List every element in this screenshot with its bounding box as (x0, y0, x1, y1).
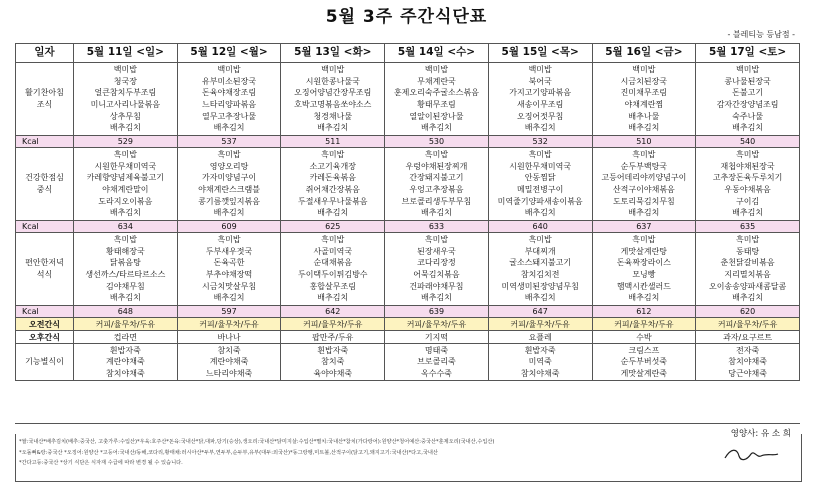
menu-item: 오이송송양파새콤달콤 (708, 281, 787, 291)
kcal-value: 511 (281, 136, 385, 148)
special-diet-item: 미역죽 (528, 357, 552, 367)
menu-item: 배추김치 (732, 123, 764, 133)
special-diet-item: 참치야채죽 (728, 357, 767, 367)
menu-item: 배추김치 (524, 123, 556, 133)
menu-item: 춘천닭갈비볶음 (720, 258, 775, 268)
menu-item: 사골미역국 (313, 246, 353, 256)
origin-note: *오돌뼈&랑:중국산 *오징어:원양산 *고등어:국내산/동해,코다리,황태채:러시아산*두부,연두부,순두부,유부(대두:외국산)*동그랑땡,미트볼,산적구이(닭고기,돼지고기:국내산)*다고,국내산 (19, 449, 438, 456)
menu-item: 햄맥시칸샐러드 (616, 281, 671, 291)
day-header: 5월 13일 <화> (281, 44, 385, 63)
menu-item: 홍합살무조림 (309, 281, 356, 291)
menu-item: 흑미밥 (632, 150, 656, 160)
menu-item: 닭볶음탕 (109, 258, 141, 268)
menu-item: 부추야채장떡 (205, 270, 253, 279)
kcal-value: 633 (385, 221, 489, 233)
day-header: 5월 14일 <수> (385, 44, 489, 63)
special-diet-item: 느타리야채죽 (205, 368, 253, 378)
meal-label-line: 중식 (36, 185, 53, 194)
menu-item: 백미밥 (528, 65, 552, 75)
special-diet-cell (177, 344, 281, 381)
meal-label-line: 건강한점심 (25, 173, 64, 183)
kcal-value: 642 (281, 306, 385, 318)
menu-item: 안동찜닭 (524, 173, 556, 183)
menu-item: 배추김치 (524, 293, 556, 303)
menu-item: 두부새우젓국 (205, 246, 253, 256)
menu-item: 감자간장양념조림 (716, 100, 779, 109)
menu-item: 야채계란찜 (624, 100, 664, 109)
menu-item: 흑미밥 (424, 235, 449, 245)
kcal-value: 510 (592, 136, 696, 148)
snack-item: 커피/율무차/두유 (696, 318, 800, 331)
meal-cell (74, 148, 178, 221)
menu-item: 재첩야채된장국 (720, 161, 775, 171)
footer-divider (15, 423, 800, 424)
menu-item: 황태무조림 (417, 100, 456, 109)
location-label: - 블레티능 등남점 - (727, 30, 795, 39)
snack-label: 오전간식 (16, 318, 74, 331)
menu-item: 청경채나물 (313, 111, 353, 121)
special-diet-item: 참치야채죽 (106, 368, 145, 378)
menu-item: 모닝빵 (632, 270, 656, 279)
menu-item: 흑미밥 (736, 235, 760, 245)
meal-cell (177, 148, 281, 221)
special-diet-item: 참치죽 (321, 357, 345, 367)
menu-item: 오징어젓무침 (516, 111, 564, 121)
snack-item: 커피/율무차/두유 (74, 318, 178, 331)
menu-item: 백미밥 (321, 65, 345, 75)
meal-cell (488, 63, 592, 136)
meal-cell (385, 233, 489, 306)
special-diet-item: 브로콜리죽 (417, 357, 456, 367)
menu-item: 배추김치 (109, 293, 141, 303)
menu-item: 김야채무침 (106, 281, 145, 291)
menu-item: 산적구이야채볶음 (612, 185, 675, 194)
kcal-row (16, 221, 800, 233)
menu-item: 배추김치 (317, 123, 349, 133)
menu-item: 미역생미된장양념무침 (501, 281, 579, 291)
special-diet-item: 계란야채죽 (106, 357, 145, 367)
meal-cell (281, 233, 385, 306)
menu-item: 흑미밥 (217, 235, 241, 245)
menu-item: 진미채무조림 (620, 88, 668, 98)
special-diet-row (16, 344, 800, 381)
menu-item: 쥐어채간장볶음 (305, 185, 360, 194)
meal-cell (74, 63, 178, 136)
menu-item: 열무고추장나물 (202, 111, 257, 121)
meal-cell (177, 233, 281, 306)
menu-item: 메밀전병구이 (516, 185, 564, 194)
menu-item: 우렁야채된장찌개 (405, 161, 468, 171)
kcal-row (16, 306, 800, 318)
menu-item: 두절새우무나물볶음 (297, 196, 368, 206)
menu-item: 백미밥 (424, 65, 449, 75)
kcal-value: 532 (488, 136, 592, 148)
special-diet-item: 참치죽 (217, 345, 241, 355)
weekly-menu-table (15, 43, 800, 381)
menu-item: 배추김치 (421, 293, 452, 303)
menu-item: 시원한무채미역국 (509, 161, 572, 171)
meal-cell (385, 63, 489, 136)
snack-item: 기지떡 (385, 331, 489, 344)
snack-item: 커피/율무차/두유 (592, 318, 696, 331)
kcal-value: 625 (281, 221, 385, 233)
menu-item: 건파래야채무침 (409, 281, 464, 291)
meal-label (16, 63, 74, 136)
menu-item: 청국장 (113, 76, 137, 86)
menu-item: 백미밥 (736, 65, 760, 75)
menu-item: 카레돈육볶음 (309, 173, 356, 183)
menu-item: 배추김치 (524, 208, 556, 218)
snack-item: 바나나 (177, 331, 281, 344)
menu-item: 오징어양념간장무조림 (294, 88, 372, 98)
meal-cell (488, 233, 592, 306)
menu-item: 시원한콩나물국 (305, 76, 360, 86)
menu-item: 흑미밥 (528, 150, 552, 160)
dietitian-name: 영양사: 유 소 희 (730, 429, 791, 439)
menu-item: 가지고기양파볶음 (509, 88, 572, 98)
kcal-value: 635 (696, 221, 800, 233)
kcal-label: Kcal (16, 306, 74, 318)
special-diet-cell (696, 344, 800, 381)
menu-item: 훈제오리숙주굴소스볶음 (393, 88, 479, 98)
menu-item: 가자미양념구이 (202, 173, 257, 183)
meal-cell (177, 63, 281, 136)
menu-item: 부대찌개 (524, 246, 556, 256)
footer (15, 429, 802, 482)
kcal-value: 597 (177, 306, 281, 318)
menu-item: 두이택두이튀김방수 (297, 270, 368, 279)
menu-item: 백미밥 (632, 65, 656, 75)
special-diet-item: 게맛살계란죽 (620, 368, 668, 378)
date-label-header: 일자 (16, 44, 74, 63)
snack-item: 커피/율무차/두유 (281, 318, 385, 331)
menu-item: 굴소스돼지불고기 (509, 258, 572, 268)
kcal-value: 540 (696, 136, 800, 148)
meal-cell (696, 63, 800, 136)
menu-item: 배추김치 (421, 208, 452, 218)
menu-item: 흑미밥 (321, 235, 345, 245)
signature-icon (721, 444, 781, 466)
day-header: 5월 11일 <일> (74, 44, 178, 63)
menu-item: 숙주나물 (732, 111, 764, 121)
page-title: 5월 3주 주간식단표 (325, 7, 488, 27)
menu-item: 흑미밥 (528, 235, 552, 245)
snack-item: 컵라면 (74, 331, 178, 344)
menu-item: 어묵김치볶음 (413, 270, 460, 279)
meal-cell (592, 148, 696, 221)
day-header: 5월 16일 <금> (592, 44, 696, 63)
menu-item: 느타리양파볶음 (202, 100, 257, 109)
kcal-label: Kcal (16, 136, 74, 148)
menu-item: 야채계란말이 (102, 185, 149, 194)
menu-item: 배추김치 (628, 293, 660, 303)
menu-item: 흑미밥 (736, 150, 760, 160)
meal-label-line: 조식 (36, 100, 53, 109)
kcal-value: 639 (385, 306, 489, 318)
menu-item: 도라지오이볶음 (98, 196, 153, 206)
menu-item: 배추김치 (317, 293, 349, 303)
menu-item: 순두부백탕국 (620, 161, 668, 171)
snack-item: 커피/율무차/두유 (177, 318, 281, 331)
snack-item: 요플레 (488, 331, 592, 344)
menu-item: 얼큰참치두부조림 (94, 88, 157, 98)
menu-item: 소고기육개장 (309, 161, 356, 171)
special-diet-cell (74, 344, 178, 381)
kcal-value: 537 (177, 136, 281, 148)
menu-item: 배추김치 (109, 123, 141, 133)
snack-row-am (16, 318, 800, 331)
menu-item: 도토리묵김치무침 (612, 196, 675, 206)
menu-item: 황태해장국 (106, 246, 145, 256)
meal-cell (592, 233, 696, 306)
special-diet-label: 기능별식이 (16, 344, 74, 381)
meal-cell (281, 63, 385, 136)
menu-item: 미니고사리나물볶음 (90, 100, 161, 109)
special-diet-item: 전자죽 (736, 345, 760, 355)
meal-label-line: 석식 (36, 270, 53, 279)
kcal-value: 612 (592, 306, 696, 318)
menu-item: 백미밥 (113, 65, 137, 75)
menu-item: 배추김치 (421, 123, 452, 133)
kcal-label: Kcal (16, 221, 74, 233)
origin-note: *쌀:국내산*배추김치(배추:중국산, 고춧가루:수입산)*우육:호주산*돈육:국내산*닭,대파,당기(승상),생오리:국내산*닭미지살:수입산*멸치:국내산*참치(가다랑어):원양산*청어예산:중국산*훈제오리(국내산,수입산) (19, 439, 495, 445)
menu-item: 배추김치 (317, 208, 349, 218)
menu-item: 콩기름깻잎지볶음 (198, 196, 260, 206)
kcal-value: 530 (385, 136, 489, 148)
meal-row (16, 233, 800, 306)
menu-item: 배추김치 (628, 123, 660, 133)
snack-item: 커피/율무차/두유 (488, 318, 592, 331)
kcal-row (16, 136, 800, 148)
menu-item: 된장새우국 (417, 246, 456, 256)
kcal-value: 634 (74, 221, 178, 233)
menu-item: 북어국 (528, 76, 552, 86)
meal-row (16, 63, 800, 136)
special-diet-item: 흰밥자죽 (524, 345, 556, 355)
menu-item: 시금치맛살무침 (202, 281, 257, 291)
menu-item: 돈육곡한 (213, 258, 245, 268)
kcal-value: 609 (177, 221, 281, 233)
menu-item: 유부미소된장국 (202, 76, 257, 86)
menu-item: 영양오리탕 (209, 161, 249, 171)
menu-item: 동태탕 (736, 246, 760, 256)
special-diet-item: 육야야채죽 (313, 368, 353, 378)
snack-label: 오후간식 (16, 331, 74, 344)
menu-item: 미역줄기양파새송이볶음 (497, 196, 583, 206)
special-diet-cell (281, 344, 385, 381)
menu-item: 무채계란국 (417, 76, 456, 86)
meal-cell (696, 233, 800, 306)
menu-item: 코다리장정 (417, 258, 456, 268)
menu-item: 간장돼지불고기 (409, 173, 464, 183)
meal-cell (592, 63, 696, 136)
menu-item: 시원한무채미역국 (94, 161, 157, 171)
special-diet-item: 명태죽 (424, 345, 449, 355)
origin-note: *간다고등:중국산 *상기 식단은 식자재 수급에 따라 변경 될 수 있습니다. (19, 460, 183, 466)
special-diet-item: 크림스프 (628, 345, 660, 355)
menu-item: 흑미밥 (321, 150, 345, 160)
menu-item: 배추나물 (628, 111, 660, 121)
menu-item: 흑미밥 (424, 150, 449, 160)
meal-label (16, 148, 74, 221)
day-header: 5월 15일 <목> (488, 44, 592, 63)
menu-item: 우동야채볶음 (724, 185, 771, 194)
menu-item: 돈불고기 (732, 88, 764, 98)
snack-item: 팝만주/두유 (281, 331, 385, 344)
meal-label-line: 활기찬아침 (25, 88, 64, 98)
meal-cell (488, 148, 592, 221)
meal-label (16, 233, 74, 306)
snack-item: 과자/요구르트 (696, 331, 800, 344)
kcal-value: 647 (488, 306, 592, 318)
menu-item: 흑미밥 (632, 235, 656, 245)
menu-item: 배추김치 (213, 208, 245, 218)
kcal-value: 529 (74, 136, 178, 148)
meal-cell (281, 148, 385, 221)
menu-item: 백미밥 (217, 65, 241, 75)
meal-cell (696, 148, 800, 221)
menu-item: 시금치된장국 (620, 76, 668, 86)
menu-item: 돈육짜장라이스 (616, 258, 671, 268)
menu-item: 카레향양념제육불고기 (86, 173, 164, 183)
meal-label-line: 편안한저녁 (25, 258, 64, 268)
menu-item: 게맛살계란탕 (620, 246, 668, 256)
special-diet-cell (488, 344, 592, 381)
menu-item: 구이김 (736, 196, 760, 206)
special-diet-item: 흰밥자죽 (109, 345, 141, 355)
header-row (16, 44, 800, 63)
kcal-value: 648 (74, 306, 178, 318)
menu-item: 야채계란스크램블 (198, 185, 260, 194)
menu-item: 상추무침 (109, 111, 141, 121)
menu-item: 흑미밥 (113, 150, 137, 160)
menu-item: 배추김치 (732, 208, 764, 218)
meal-row (16, 148, 800, 221)
menu-item: 배추김치 (213, 293, 245, 303)
meal-cell (385, 148, 489, 221)
menu-item: 순대채볶음 (313, 258, 353, 268)
menu-item: 배추김치 (732, 293, 764, 303)
menu-item: 새송이무조림 (516, 100, 564, 109)
menu-item: 흑미밥 (113, 235, 137, 245)
menu-item: 우엉고추장볶음 (409, 185, 464, 194)
kcal-value: 640 (488, 221, 592, 233)
day-header: 5월 17일 <토> (696, 44, 800, 63)
special-diet-item: 계란야채죽 (209, 357, 249, 367)
menu-item: 흑미밥 (217, 150, 241, 160)
snack-row-pm (16, 331, 800, 344)
menu-item: 배추김치 (213, 123, 245, 133)
special-diet-cell (385, 344, 489, 381)
menu-item: 고등어데리야끼양념구이 (601, 173, 687, 183)
day-header: 5월 12일 <월> (177, 44, 281, 63)
menu-item: 생선까스/타르타르소스 (85, 270, 166, 279)
special-diet-item: 당근야채죽 (728, 368, 767, 378)
menu-item: 참치김치전 (520, 270, 560, 279)
kcal-value: 637 (592, 221, 696, 233)
menu-item: 배추김치 (109, 208, 141, 218)
menu-item: 고추장돈육두루치기 (712, 173, 783, 183)
kcal-value: 620 (696, 306, 800, 318)
special-diet-item: 참치야채죽 (520, 368, 560, 378)
menu-item: 호박고명볶음쏘야소스 (294, 100, 372, 109)
menu-item: 콩나물된장국 (724, 76, 771, 86)
menu-item: 브로콜리생두부무침 (401, 196, 472, 206)
origin-notes (19, 437, 709, 469)
special-diet-cell (592, 344, 696, 381)
snack-item: 수박 (592, 331, 696, 344)
menu-item: 배추김치 (628, 208, 660, 218)
menu-item: 돈육야채장조림 (202, 88, 257, 98)
snack-item: 커피/율무차/두유 (385, 318, 489, 331)
special-diet-item: 옥수수죽 (421, 368, 452, 378)
meal-cell (74, 233, 178, 306)
menu-item: 열알이된장나물 (409, 111, 464, 121)
special-diet-item: 흰밥자죽 (317, 345, 349, 355)
menu-item: 지리멸치볶음 (724, 270, 771, 279)
special-diet-item: 순두부버섯죽 (620, 357, 668, 367)
